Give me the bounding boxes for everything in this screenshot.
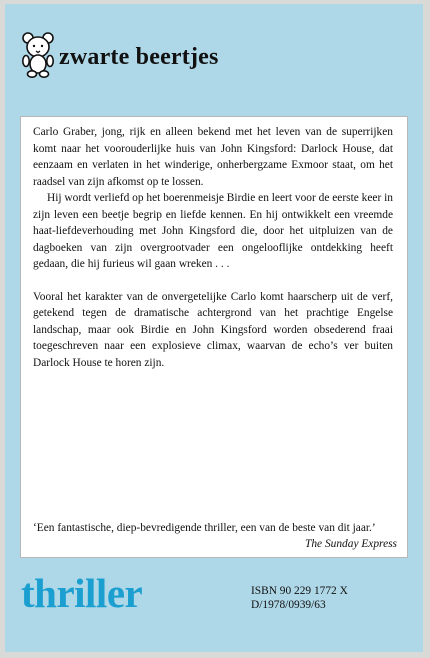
- review-source: The Sunday Express: [305, 538, 397, 550]
- genre-label: thriller: [21, 570, 143, 616]
- legal-deposit-number: D/1978/0939/63: [251, 599, 326, 611]
- bear-mascot-icon: [19, 30, 57, 78]
- blurb-paragraph-1: Carlo Graber, jong, rijk en alleen bekend met het leven van de superrijken komt naar het voorouderlijke huis van John Kingsford: Darlock House, dat eenzaam en verlaten in het winderige, onherbergzame Exmoor staat, om het raadsel van zijn afkomst op te lossen.: [33, 126, 393, 188]
- back-cover: [5, 4, 423, 652]
- blurb-panel: [20, 116, 408, 558]
- series-name: zwarte beertjes: [59, 44, 219, 70]
- blurb-paragraph-3: Vooral het karakter van de onvergetelijke Carlo komt haarscherp uit de verf, getekend tegen de dramatische achtergrond van het prachtige Engelse landschap, maar ook Birdie en John Kingsford worden obsederend fraai toegeschreven naar een explosieve climax, waarvan de echo’s ver buiten Darlock House te horen zijn.: [33, 290, 393, 369]
- isbn-number: ISBN 90 229 1772 X: [251, 585, 348, 597]
- blurb-text: [33, 124, 393, 371]
- isbn-block: [251, 584, 411, 612]
- review-quote-text: ‘Een fantastische, diep-bevredigende thriller, een van de beste van dit jaar.’: [33, 522, 376, 534]
- blurb-paragraph-2: Hij wordt verliefd op het boerenmeisje Birdie en leert voor de eerste keer in zijn leven een beetje begrip en liefde kennen. En hij ontwikkelt een vreemde haat-liefdeverhouding met John Kingsford die, door het uitpluizen van de dagboeken van zijn overgrootvader een ongelooflijke ontdekking heeft gedaan, die hij furieus wil gaan wreken . . .: [33, 192, 393, 270]
- review-quote: [33, 520, 397, 552]
